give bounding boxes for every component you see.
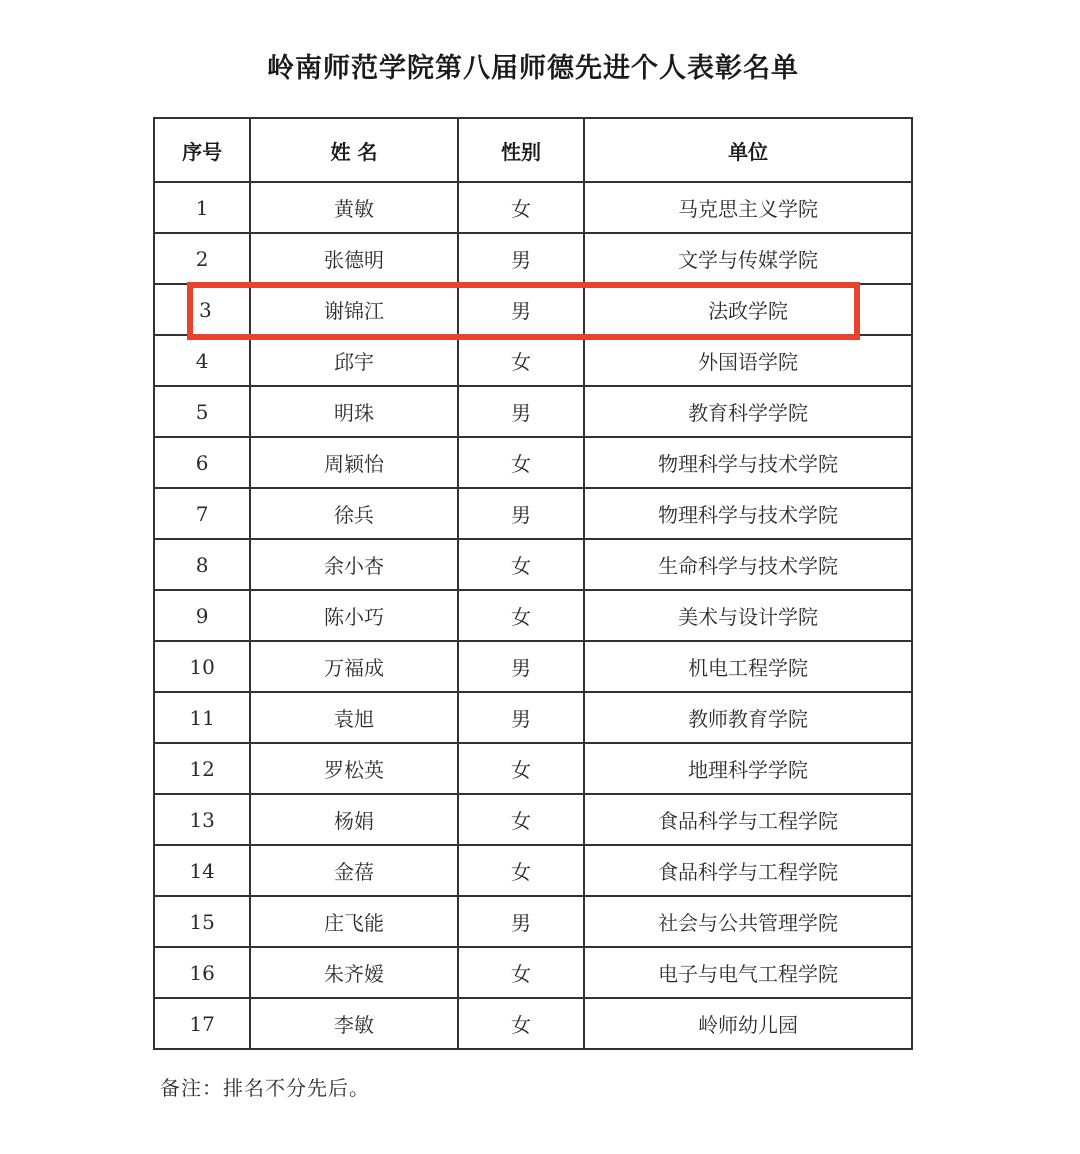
cell-unit: 地理科学学院 (584, 743, 912, 794)
cell-gender: 女 (458, 743, 584, 794)
cell-name: 金蓓 (250, 845, 458, 896)
cell-gender: 男 (458, 692, 584, 743)
cell-no: 3 (154, 284, 250, 335)
cell-gender: 男 (458, 386, 584, 437)
cell-no: 8 (154, 539, 250, 590)
cell-unit: 电子与电气工程学院 (584, 947, 912, 998)
cell-no: 16 (154, 947, 250, 998)
cell-unit: 文学与传媒学院 (584, 233, 912, 284)
cell-no: 2 (154, 233, 250, 284)
cell-name: 邱宇 (250, 335, 458, 386)
cell-no: 6 (154, 437, 250, 488)
cell-no: 4 (154, 335, 250, 386)
cell-unit: 机电工程学院 (584, 641, 912, 692)
cell-unit: 岭师幼儿园 (584, 998, 912, 1049)
cell-name: 袁旭 (250, 692, 458, 743)
cell-gender: 女 (458, 437, 584, 488)
cell-name: 朱齐嫒 (250, 947, 458, 998)
cell-no: 15 (154, 896, 250, 947)
cell-name: 杨娟 (250, 794, 458, 845)
cell-no: 7 (154, 488, 250, 539)
cell-gender: 男 (458, 641, 584, 692)
cell-gender: 女 (458, 998, 584, 1049)
cell-gender: 女 (458, 794, 584, 845)
cell-unit: 法政学院 (584, 284, 912, 335)
table-row (154, 488, 912, 539)
cell-gender: 女 (458, 335, 584, 386)
table-row (154, 437, 912, 488)
cell-name: 徐兵 (250, 488, 458, 539)
cell-gender: 女 (458, 845, 584, 896)
table-row (154, 539, 912, 590)
cell-no: 14 (154, 845, 250, 896)
cell-unit: 教师教育学院 (584, 692, 912, 743)
cell-gender: 女 (458, 590, 584, 641)
header-unit: 单位 (584, 118, 912, 182)
cell-gender: 男 (458, 896, 584, 947)
table-row-highlighted (154, 284, 912, 335)
cell-no: 11 (154, 692, 250, 743)
cell-no: 9 (154, 590, 250, 641)
cell-unit: 美术与设计学院 (584, 590, 912, 641)
cell-name: 周颖怡 (250, 437, 458, 488)
cell-unit: 食品科学与工程学院 (584, 794, 912, 845)
table-row (154, 845, 912, 896)
header-name: 姓 名 (250, 118, 458, 182)
table-row (154, 794, 912, 845)
cell-no: 5 (154, 386, 250, 437)
cell-no: 12 (154, 743, 250, 794)
cell-gender: 女 (458, 539, 584, 590)
cell-name: 黄敏 (250, 182, 458, 233)
cell-name: 万福成 (250, 641, 458, 692)
cell-name: 余小杏 (250, 539, 458, 590)
table-row (154, 590, 912, 641)
cell-unit: 教育科学学院 (584, 386, 912, 437)
cell-unit: 外国语学院 (584, 335, 912, 386)
table-row (154, 335, 912, 386)
table-row (154, 692, 912, 743)
cell-no: 17 (154, 998, 250, 1049)
cell-name: 陈小巧 (250, 590, 458, 641)
cell-name: 张德明 (250, 233, 458, 284)
roster-table (153, 117, 913, 1050)
cell-unit: 社会与公共管理学院 (584, 896, 912, 947)
cell-no: 1 (154, 182, 250, 233)
cell-gender: 女 (458, 182, 584, 233)
cell-unit: 物理科学与技术学院 (584, 488, 912, 539)
cell-gender: 男 (458, 284, 584, 335)
header-gender: 性别 (458, 118, 584, 182)
table-row (154, 896, 912, 947)
cell-name: 罗松英 (250, 743, 458, 794)
cell-name: 明珠 (250, 386, 458, 437)
cell-name: 庄飞能 (250, 896, 458, 947)
cell-unit: 生命科学与技术学院 (584, 539, 912, 590)
cell-no: 10 (154, 641, 250, 692)
table-row (154, 947, 912, 998)
table-row (154, 233, 912, 284)
cell-unit: 物理科学与技术学院 (584, 437, 912, 488)
header-no: 序号 (154, 118, 250, 182)
cell-gender: 女 (458, 947, 584, 998)
cell-gender: 男 (458, 233, 584, 284)
cell-gender: 男 (458, 488, 584, 539)
footnote: 备注：排名不分先后。 (160, 1076, 370, 1100)
table-row (154, 641, 912, 692)
cell-name: 谢锦江 (250, 284, 458, 335)
table-row (154, 182, 912, 233)
cell-no: 13 (154, 794, 250, 845)
table-header-row (154, 118, 912, 182)
table-row (154, 743, 912, 794)
document-title: 岭南师范学院第八届师德先进个人表彰名单 (267, 53, 799, 84)
cell-unit: 马克思主义学院 (584, 182, 912, 233)
cell-unit: 食品科学与工程学院 (584, 845, 912, 896)
table-row (154, 386, 912, 437)
cell-name: 李敏 (250, 998, 458, 1049)
table-row (154, 998, 912, 1049)
